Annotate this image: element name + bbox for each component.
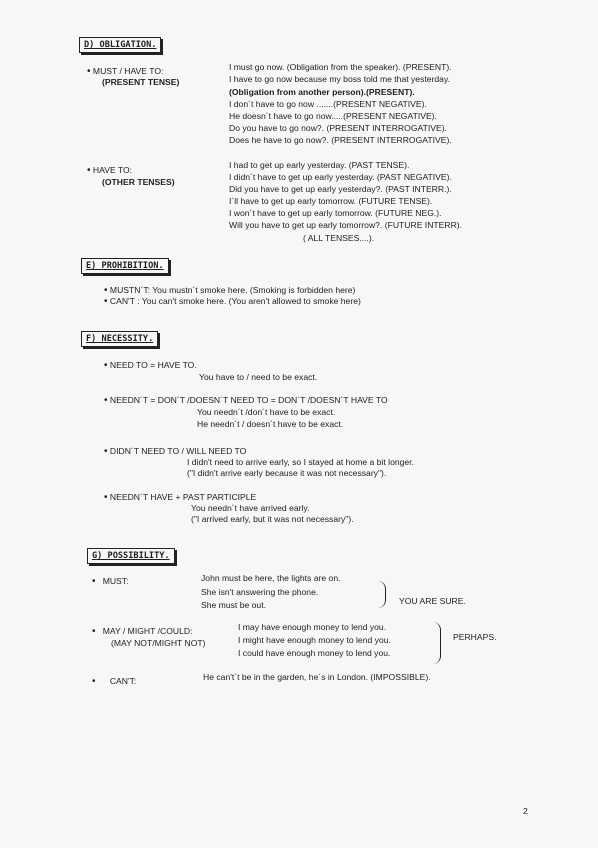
necessity-a2: You have to / need to be exact.	[199, 372, 318, 382]
prohibition-line-1: • MUSTN´T: You mustn´t smoke here. (Smoking is forbidden here)	[104, 285, 356, 296]
obligation-line-4: I don´t have to go now .......(PRESENT NEGATIVE).	[229, 99, 427, 109]
necessity-c3: ("I didn't arrive early because it was not necessary").	[187, 468, 387, 478]
other-tense-line-6: Will you have to get up early tomorrow?. (FUTURE INTERR).	[229, 220, 463, 230]
present-tense-label: (PRESENT TENSE)	[102, 77, 180, 87]
obligation-line-2: I have to go now because my boss told me that yesterday.	[229, 74, 451, 84]
section-f-title: F) NECESSITY.	[81, 331, 158, 347]
necessity-b3: He needn´t / doesn´t have to be exact.	[197, 419, 344, 429]
necessity-d2: You needn´t have arrived early.	[191, 503, 310, 513]
other-tense-line-7: ( ALL TENSES....).	[303, 233, 375, 243]
necessity-c1: • DIDN´T NEED TO / WILL NEED TO	[104, 446, 247, 457]
section-e-title: E) PROHIBITION.	[81, 258, 169, 274]
may-brace	[433, 622, 441, 664]
must-example-2: She isn't answering the phone.	[201, 587, 319, 597]
necessity-b2: You needn´t /don´t have to be exact.	[197, 407, 336, 417]
other-tense-line-5: I won´t have to get up early tomorrow. (FUTURE NEG.).	[229, 208, 442, 218]
other-tense-line-1: I had to get up early yesterday. (PAST TENSE).	[229, 160, 410, 170]
section-d-title: D) OBLIGATION.	[79, 37, 161, 53]
necessity-b1: • NEEDN´T = DON´T /DOESN´T NEED TO = DON´T /DOESN´T HAVE TO	[104, 395, 388, 406]
obligation-line-3: (Obligation from another person).(PRESENT).	[229, 87, 415, 97]
obligation-line-6: Do you have to go now?. (PRESENT INTERROGATIVE).	[229, 123, 447, 133]
perhaps-label: PERHAPS.	[453, 632, 497, 642]
other-tense-line-2: I didn´t have to get up early yesterday. (PAST NEGATIVE).	[229, 172, 452, 182]
other-tense-line-3: Did you have to get up early yesterday?. (PAST INTERR.).	[229, 184, 452, 194]
must-brace	[378, 581, 386, 608]
cant-example: He can't´t be in the garden, he´s in London. (IMPOSSIBLE).	[203, 672, 431, 682]
cant-label: • CAN'T:	[92, 676, 137, 687]
may-example-3: I could have enough money to lend you.	[238, 648, 391, 658]
you-are-sure-label: YOU ARE SURE.	[399, 596, 466, 606]
other-tense-line-4: I´ll have to get up early tomorrow. (FUTURE TENSE).	[229, 196, 433, 206]
obligation-line-7: Does he have to go now?. (PRESENT INTERROGATIVE).	[229, 135, 452, 145]
other-tenses-label: (OTHER TENSES)	[102, 177, 175, 187]
necessity-c2: I didn't need to arrive early, so I stayed at home a bit longer.	[187, 457, 414, 467]
may-not-label: (MAY NOT/MIGHT NOT)	[111, 638, 206, 648]
prohibition-line-2: • CAN'T : You can't smoke here. (You aren't allowed to smoke here)	[104, 296, 361, 307]
may-example-2: I might have enough money to lend you.	[238, 635, 391, 645]
have-to-label: • HAVE TO:	[87, 165, 133, 176]
necessity-d3: ("I arrived early, but it was not necessary").	[191, 514, 354, 524]
obligation-line-5: He doesn´t have to go now.....(PRESENT NEGATIVE).	[229, 111, 437, 121]
may-label: • MAY / MIGHT /COULD:	[92, 626, 193, 637]
must-example-3: She must be out.	[201, 600, 266, 610]
obligation-line-1: I must go now. (Obligation from the speaker). (PRESENT).	[229, 62, 452, 72]
necessity-d1: • NEEDN´T HAVE + PAST PARTICIPLE	[104, 492, 257, 503]
necessity-a1: • NEED TO = HAVE TO.	[104, 360, 197, 371]
may-example-1: I may have enough money to lend you.	[238, 622, 387, 632]
must-have-to-label: • MUST / HAVE TO:	[87, 66, 164, 77]
page-number: 2	[523, 806, 528, 816]
section-g-title: G) POSSIBILITY.	[87, 548, 175, 564]
must-label: • MUST:	[92, 576, 129, 587]
must-example-1: John must be here, the lights are on.	[201, 573, 341, 583]
